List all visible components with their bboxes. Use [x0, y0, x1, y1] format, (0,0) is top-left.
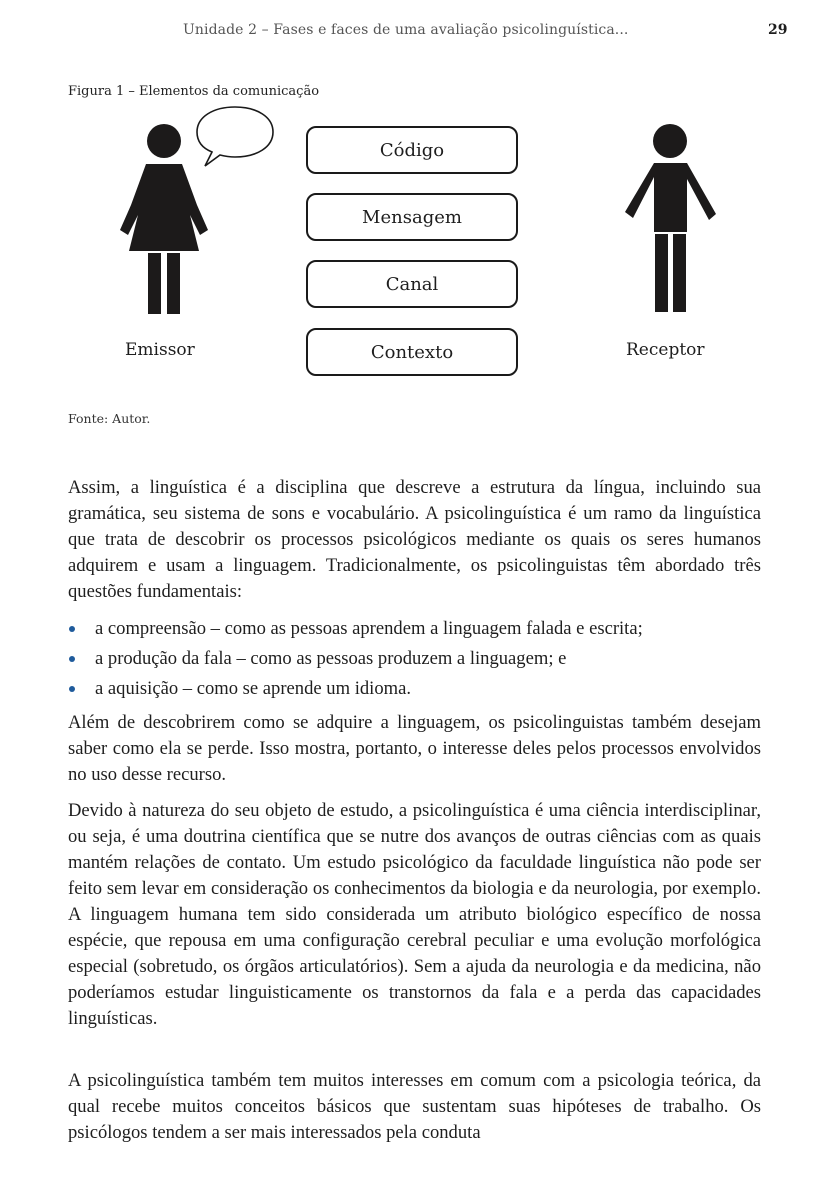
paragraph-text: Assim, a linguística é a disciplina que descreve a estrutura da língua, incluindo sua gramática, seu sistema de sons e vocabulário. A psicolinguística é um ramo da linguística que trata de descobrir os processos psicológicos mediante os quais os seres humanos adquirem e usam a linguagem. Tradicionalmente, os psicolinguistas têm abordado três questões fundamentais: — [68, 477, 761, 602]
receptor-label: Receptor — [626, 340, 705, 360]
box-contexto — [306, 328, 518, 376]
figure-caption: Figura 1 – Elementos da comunicação — [68, 84, 320, 99]
list-item-text: a aquisição – como se aprende um idioma. — [95, 678, 411, 699]
paragraph-3 — [68, 798, 761, 1032]
man-icon — [624, 124, 718, 316]
paragraph-4 — [68, 1068, 761, 1146]
running-title: Unidade 2 – Fases e faces de uma avaliação psicolinguística... — [183, 22, 629, 38]
box-label: Canal — [385, 273, 439, 295]
box-label: Código — [379, 139, 445, 161]
bullet-list — [68, 614, 768, 704]
paragraph-text: Além de descobrirem como se adquire a linguagem, os psicolinguistas também desejam saber como ela se perde. Isso mostra, portanto, o interesse deles pelos processos envolvidos no uso desse recurso. — [68, 712, 761, 785]
box-canal — [306, 260, 518, 308]
paragraph-text: A psicolinguística também tem muitos interesses em comum com a psicologia teórica, da qual recebe muitos conceitos básicos que sustentam suas hipóteses de trabalho. Os psicólogos tendem a ser mais interessados pela conduta — [68, 1070, 761, 1143]
communication-diagram — [0, 100, 832, 400]
running-header — [0, 20, 832, 42]
box-label: Mensagem — [362, 206, 462, 228]
page-number: 29 — [768, 22, 788, 38]
list-item-text: a produção da fala – como as pessoas produzem a linguagem; e — [95, 648, 567, 669]
list-item — [68, 674, 768, 704]
bullet-icon — [69, 686, 75, 692]
box-codigo — [306, 126, 518, 174]
box-mensagem — [306, 193, 518, 241]
list-item — [68, 614, 768, 644]
list-item — [68, 644, 768, 674]
box-label: Contexto — [370, 341, 454, 363]
bullet-icon — [69, 656, 75, 662]
emissor-label: Emissor — [125, 340, 195, 360]
paragraph-1 — [68, 475, 761, 605]
bullet-icon — [69, 626, 75, 632]
figure-source: Fonte: Autor. — [68, 411, 151, 426]
list-item-text: a compreensão – como as pessoas aprendem a linguagem falada e escrita; — [95, 618, 643, 639]
paragraph-2 — [68, 710, 761, 788]
speech-bubble-icon — [192, 104, 278, 170]
paragraph-text: Devido à natureza do seu objeto de estudo, a psicolinguística é uma ciência interdisciplinar, ou seja, é uma doutrina científica que se nutre dos avanços de outras ciências com as quais mantém relações de contato. Um estudo psicológico da faculdade linguística não pode ser feito sem levar em consideração os conhecimentos da biologia e da neurologia, por exemplo. A linguagem humana tem sido considerada um atributo biológico específico de nossa espécie, que repousa em uma configuração cerebral peculiar e uma evolução morfológica especial (sobretudo, os órgãos articulatórios). Sem a ajuda da neurologia e da medicina, não poderíamos estudar linguisticamente os transtornos da fala e a perda das capacidades linguísticas. — [68, 800, 761, 1029]
